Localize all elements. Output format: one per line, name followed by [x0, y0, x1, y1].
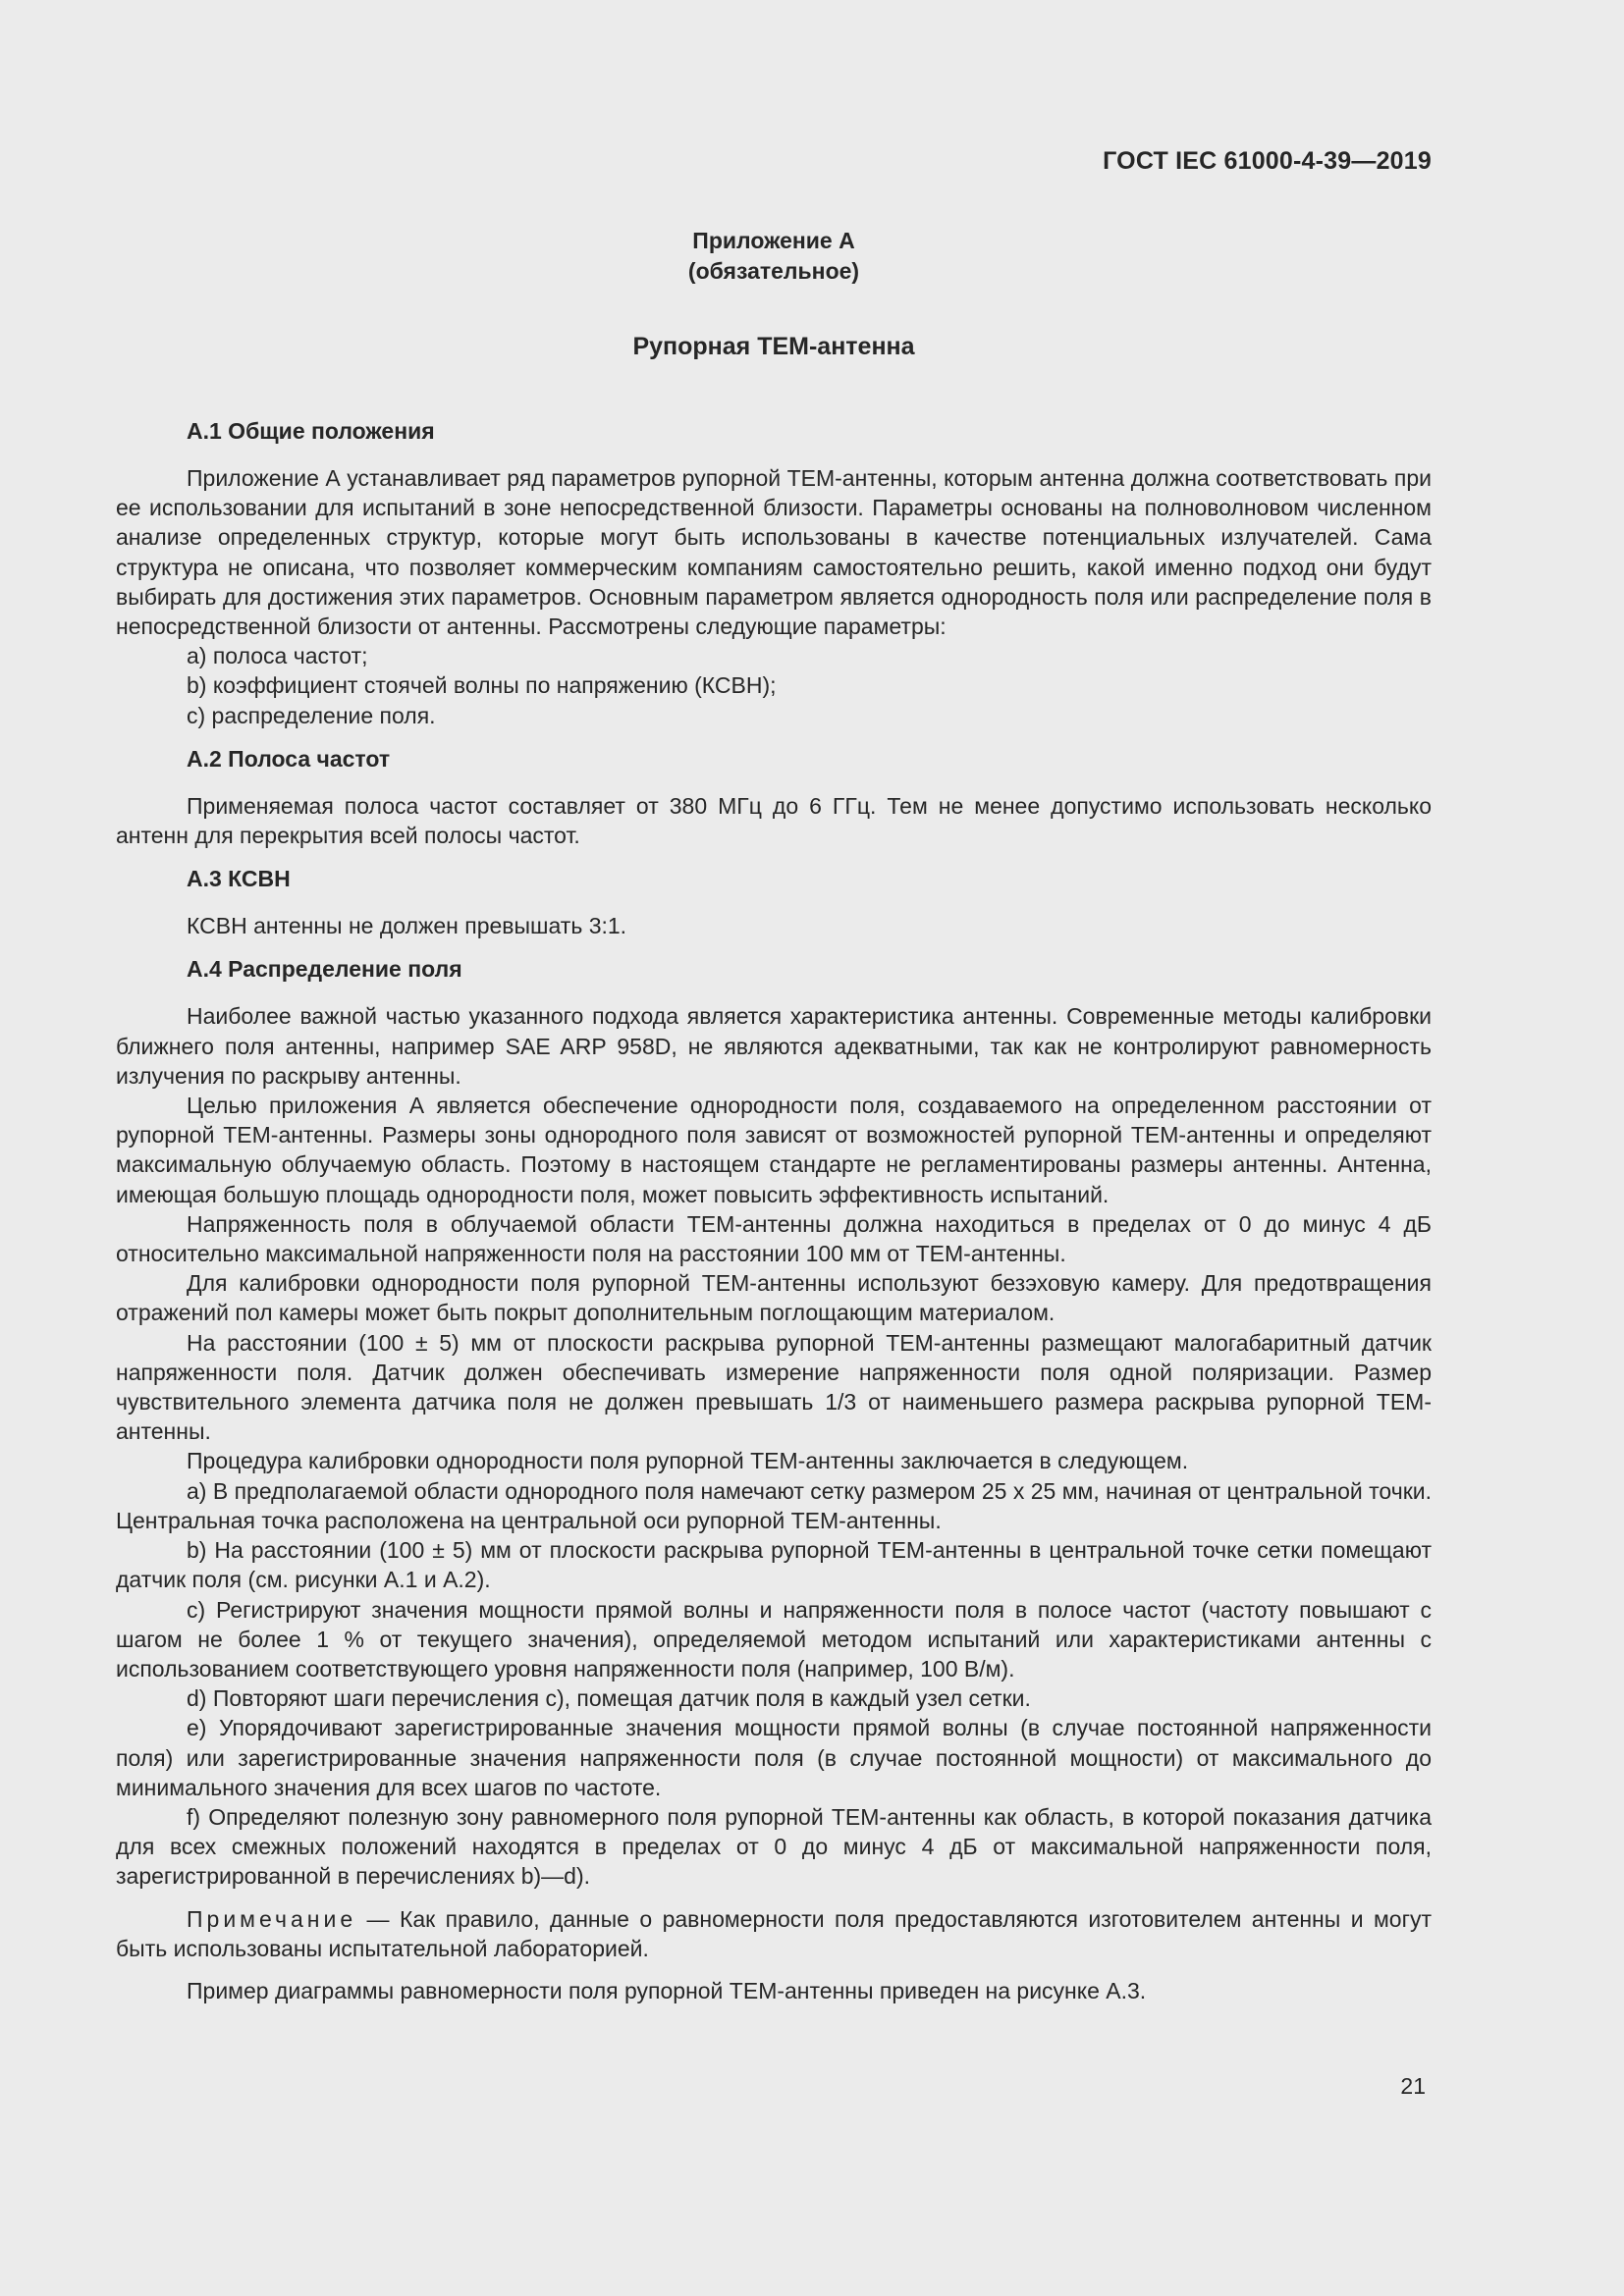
section-a3-paragraph: КСВН антенны не должен превышать 3:1.	[187, 913, 627, 939]
note-text: — Как правило, данные о равномерности поля предоставляются изготовителем антенны и могут быть использованы испытательной лабораторией.	[116, 1905, 1432, 1961]
section-a1-paragraph: Приложение А устанавливает ряд параметров рупорной ТЕМ-антенны, которым антенна должна соответствовать при ее использовании для испытаний в зоне непосредственной близости. Параметры основаны на полноволновом численном анализе определенных структур, которые могут быть использованы в качестве потенциальных излучателей. Сама структура не описана, что позволяет коммерческим компаниям самостоятельно решить, какой именно подход они будут выбирать для достижения этих параметров. Основным параметром является однородность поля или распределение поля в непосредственной близости от антенны. Рассмотрены следующие параметры:	[116, 465, 1432, 640]
note-label: Примечание	[187, 1905, 357, 1932]
note-paragraph	[116, 1904, 1432, 1963]
section-a4-paragraph: Напряженность поля в облучаемой области ТЕМ-антенны должна находиться в пределах от 0 до минус 4 дБ относительно максимальной напряженности поля на расстоянии 100 мм от ТЕМ-антенны.	[116, 1210, 1432, 1267]
section-a2-heading: А.2 Полоса частот	[187, 745, 391, 772]
closing-paragraph: Пример диаграммы равномерности поля рупорной ТЕМ-антенны приведен на рисунке А.3.	[187, 1977, 1147, 2003]
annex-title: Рупорная ТЕМ-антенна	[632, 333, 915, 360]
procedure-step-e: е) Упорядочивают зарегистрированные значения мощности прямой волны (в случае постоянной напряженности поля) или зарегистрированные значения напряженности поля (в случае постоянной мощности) от максимального до минимального значения для всех шагов по частоте.	[116, 1715, 1432, 1800]
document-code: ГОСТ IEC 61000-4-39—2019	[1103, 147, 1432, 175]
section-a4-paragraph: Для калибровки однородности поля рупорной ТЕМ-антенны используют безэховую камеру. Для предотвращения отражений пол камеры может быть покрыт дополнительным поглощающим материалом.	[116, 1270, 1432, 1326]
document-body	[116, 416, 1432, 2005]
annex-heading	[116, 226, 1432, 287]
section-a3-heading: А.3 КСВН	[187, 866, 291, 892]
procedure-step-d: d) Повторяют шаги перечисления с), помещая датчик поля в каждый узел сетки.	[187, 1685, 1031, 1712]
procedure-step-f: f) Определяют полезную зону равномерного поля рупорной ТЕМ-антенны как область, в которой показания датчика для всех смежных положений находятся в пределах от 0 до минус 4 дБ от максимальной напряженности поля, зарегистрированной в перечислениях b)—d).	[116, 1803, 1432, 1890]
procedure-step-b: b) На расстоянии (100 ± 5) мм от плоскости раскрыва рупорной ТЕМ-антенны в центральной точке сетки помещают датчик поля (см. рисунки А.1 и А.2).	[116, 1537, 1432, 1593]
section-a4-paragraph: Целью приложения А является обеспечение однородности поля, создаваемого на определенном расстоянии от рупорной ТЕМ-антенны. Размеры зоны однородного поля зависят от возможностей рупорной ТЕМ-антенны и определяют максимальную облучаемую область. Поэтому в настоящем стандарте не регламентированы размеры антенны. Антенна, имеющая большую площадь однородности поля, может повысить эффективность испытаний.	[116, 1093, 1432, 1207]
procedure-step-c: с) Регистрируют значения мощности прямой волны и напряженности поля в полосе частот (частоту повышают с шагом не более 1 % от текущего значения), определяемой методом испытаний или характеристиками антенны с использованием соответствующего уровня напряженности поля (например, 100 В/м).	[116, 1596, 1432, 1682]
section-a4-paragraph: Наиболее важной частью указанного подхода является характеристика антенны. Современные методы калибровки ближнего поля антенны, например SAE ARP 958D, не являются адекватными, так как не контролируют равномерность излучения по раскрыву антенны.	[116, 1003, 1432, 1089]
section-a4-heading: А.4 Распределение поля	[187, 956, 462, 983]
annex-label: Приложение А	[692, 228, 855, 253]
list-item: b) коэффициент стоячей волны по напряжению (КСВН);	[187, 672, 777, 699]
annex-status: (обязательное)	[687, 258, 860, 284]
section-a1-heading: А.1 Общие положения	[187, 418, 435, 444]
document-page	[116, 0, 1432, 2296]
procedure-step-a: а) В предполагаемой области однородного поля намечают сетку размером 25 x 25 мм, начиная от центральной точки. Центральная точка расположена на центральной оси рупорной ТЕМ-антенны.	[116, 1477, 1432, 1533]
section-a4-paragraph: На расстоянии (100 ± 5) мм от плоскости раскрыва рупорной ТЕМ-антенны размещают малогабаритный датчик напряженности поля. Датчик должен обеспечивать измерение напряженности поля одной поляризации. Размер чувствительного элемента датчика поля не должен превышать 1/3 от наименьшего размера раскрыва рупорной ТЕМ-антенны.	[116, 1329, 1432, 1445]
section-a2-paragraph: Применяемая полоса частот составляет от 380 МГц до 6 ГГц. Тем не менее допустимо использовать несколько антенн для перекрытия всей полосы частот.	[116, 792, 1432, 849]
section-a4-paragraph: Процедура калибровки однородности поля рупорной ТЕМ-антенны заключается в следующем.	[187, 1448, 1189, 1474]
page-number: 21	[1400, 2073, 1426, 2099]
list-item: а) полоса частот;	[187, 643, 368, 669]
list-item: с) распределение поля.	[187, 702, 436, 728]
